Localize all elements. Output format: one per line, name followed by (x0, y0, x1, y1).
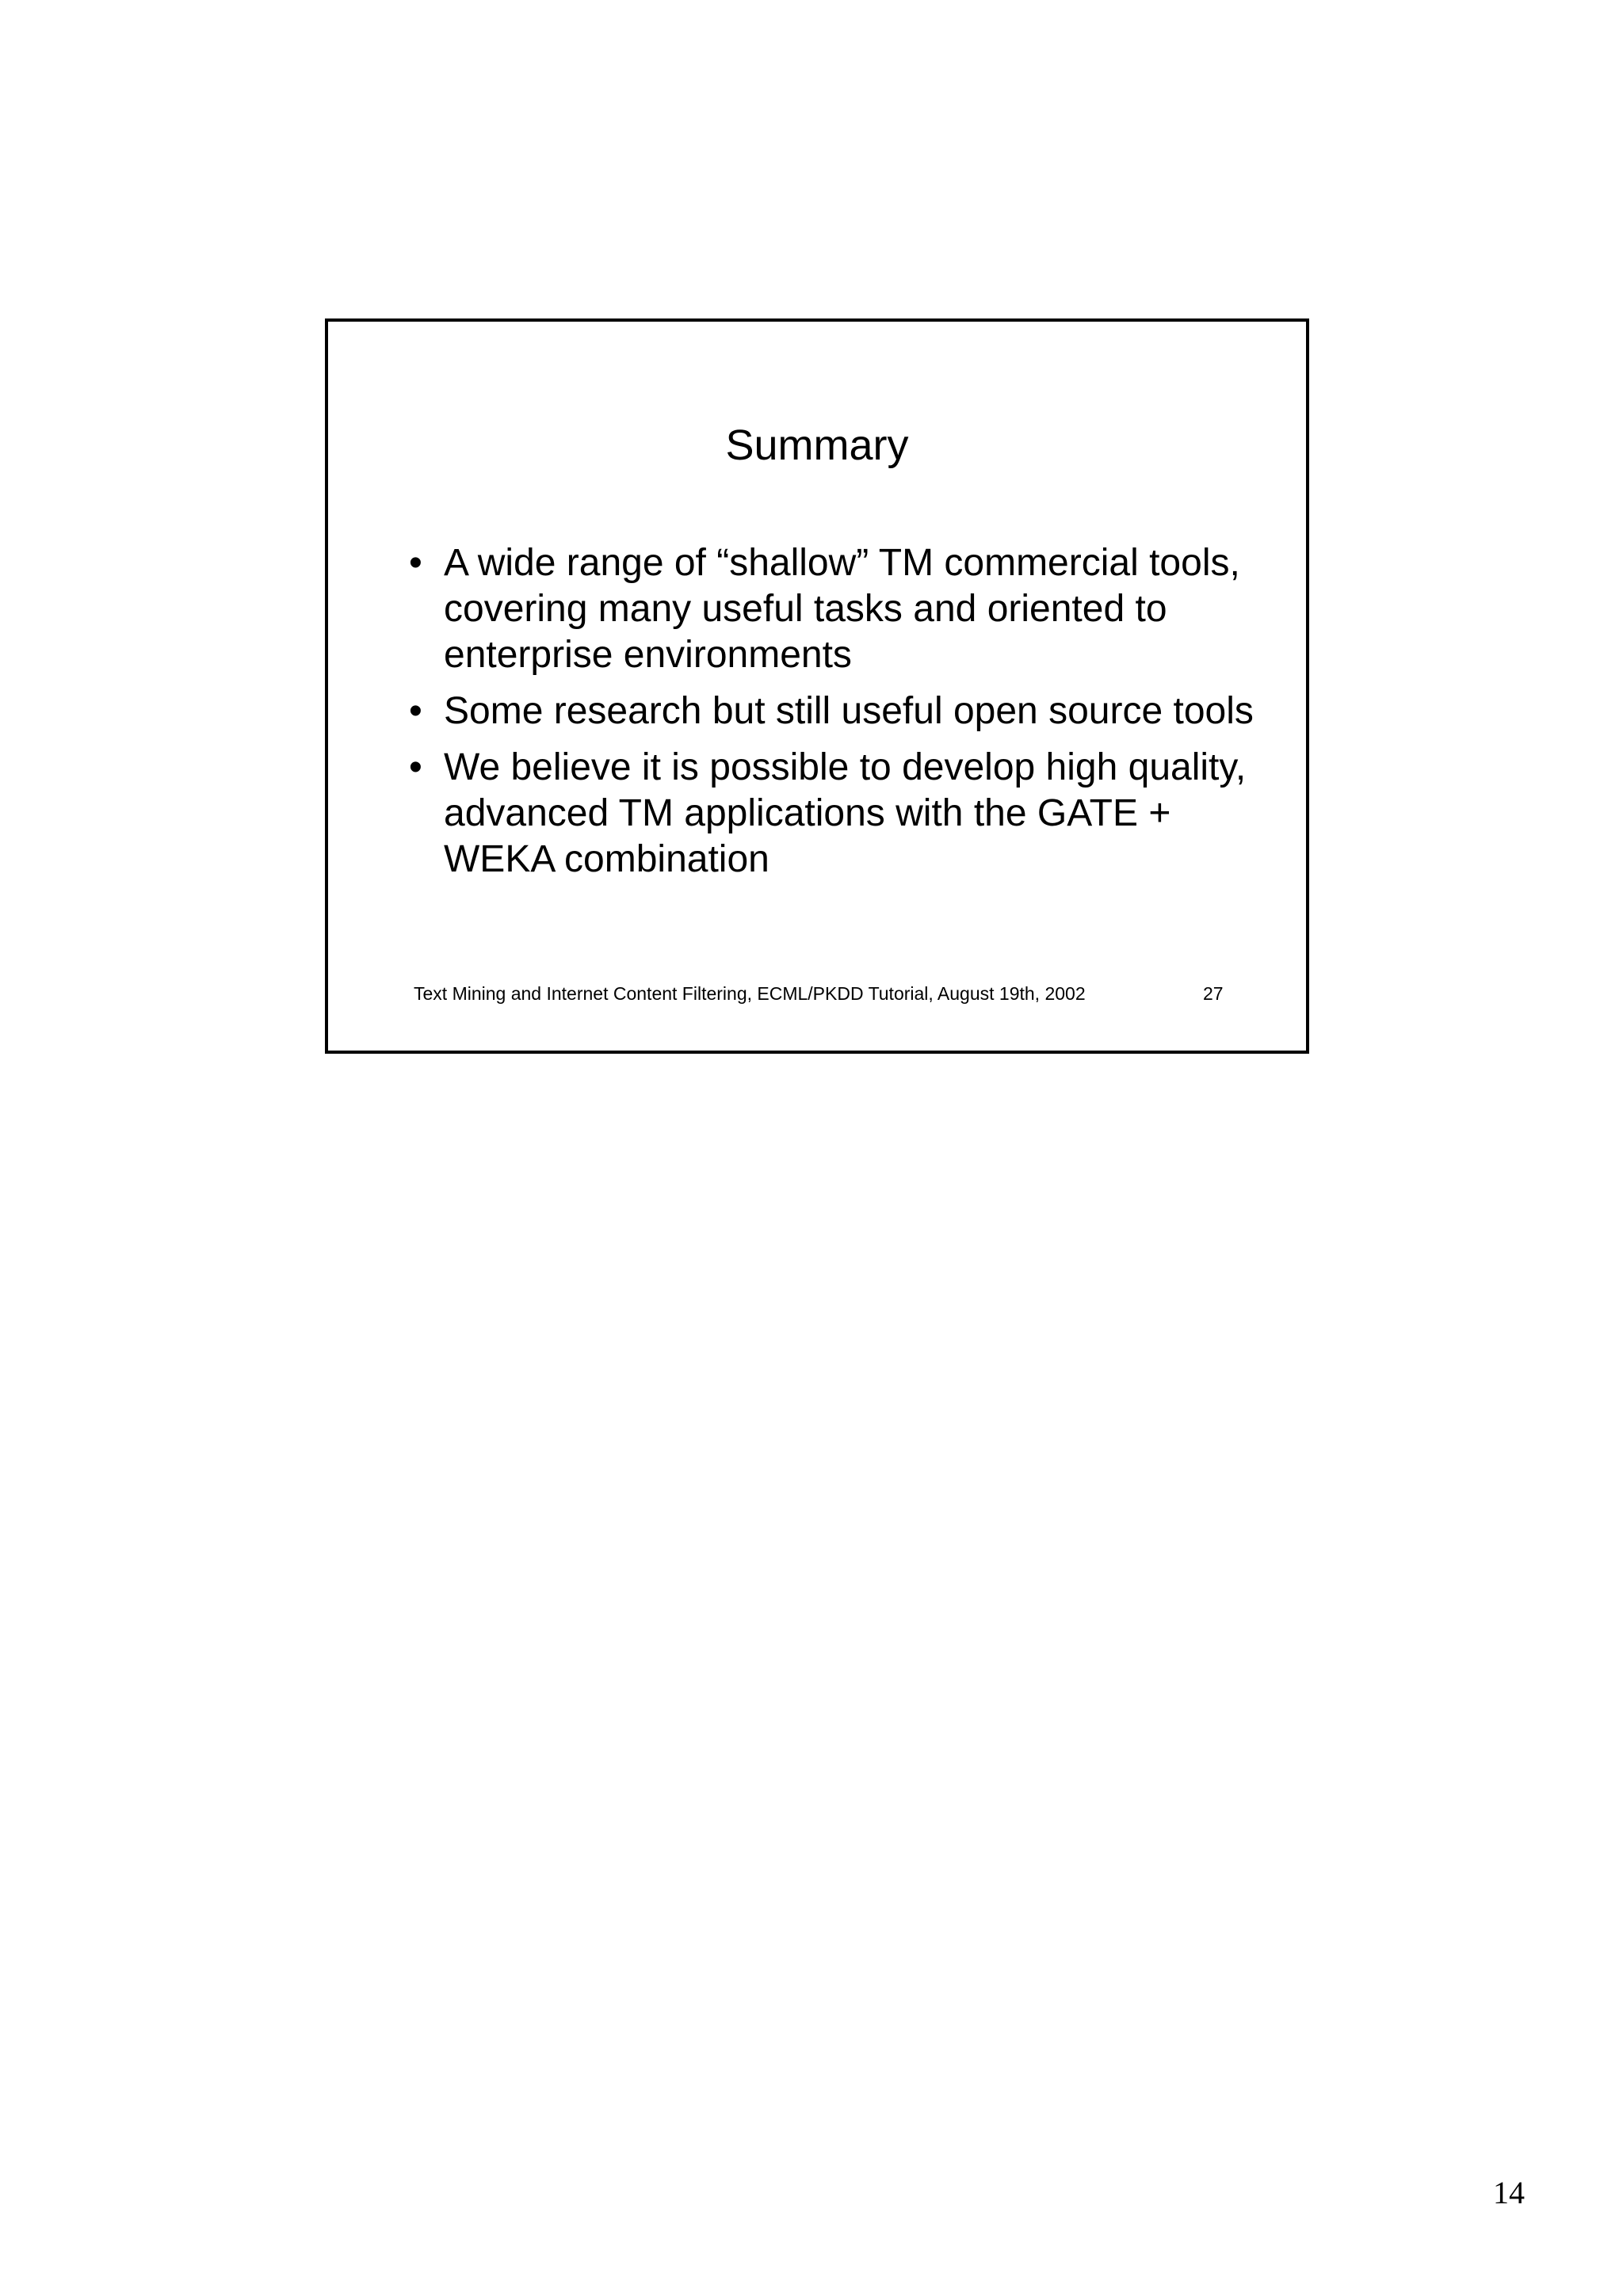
bullet-marker: • (409, 690, 422, 732)
slide-number: 27 (1203, 983, 1224, 1004)
bullet-text: We believe it is possible to develop high quality, advanced TM applications with the GATE + WEKA combination (444, 746, 1247, 880)
slide-title: Summary (725, 421, 909, 469)
page-number: 14 (1493, 2175, 1525, 2210)
bullet-marker: • (409, 746, 422, 788)
slide-footer: Text Mining and Internet Content Filtering, ECML/PKDD Tutorial, August 19th, 2002 (414, 983, 1086, 1004)
bullet-marker: • (409, 542, 422, 584)
list-item (409, 540, 1265, 678)
bullet-list (409, 540, 1265, 893)
list-item (409, 745, 1265, 883)
bullet-text: A wide range of “shallow” TM commercial tools, covering many useful tasks and oriented to enterprise environments (444, 542, 1240, 676)
bullet-text: Some research but still useful open source tools (444, 690, 1254, 732)
list-item (409, 688, 1265, 734)
slide-frame (325, 318, 1309, 1054)
